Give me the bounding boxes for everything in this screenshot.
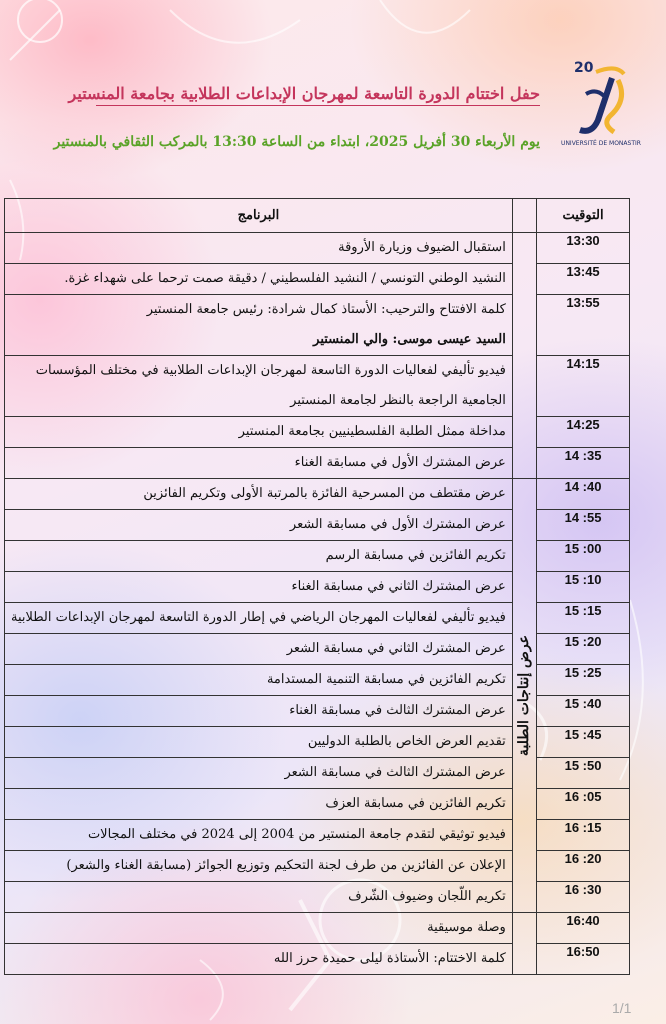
table-row	[5, 696, 630, 727]
program-line: استقبال الضيوف وزيارة الأروقة	[338, 240, 506, 255]
row-program	[5, 479, 513, 510]
row-time: 13:55	[537, 295, 630, 356]
row-program	[5, 417, 513, 448]
header-side	[512, 199, 536, 233]
table-header-row	[5, 199, 630, 233]
header-program: البرنامج	[5, 199, 513, 233]
table-row	[5, 510, 630, 541]
row-program	[5, 233, 513, 264]
table-row	[5, 264, 630, 295]
row-time: 14 :55	[537, 510, 630, 541]
program-line: تكريم اللّجان وضيوف الشّرف	[348, 889, 506, 904]
row-program	[5, 541, 513, 572]
row-program	[5, 634, 513, 665]
university-logo	[561, 60, 641, 150]
row-program	[5, 295, 513, 356]
row-program	[5, 448, 513, 479]
table-row	[5, 913, 630, 944]
table-row	[5, 634, 630, 665]
table-row	[5, 665, 630, 696]
program-line: تقديم العرض الخاص بالطلبة الدوليين	[307, 734, 506, 749]
row-program	[5, 913, 513, 944]
table-row	[5, 479, 630, 510]
header-time: التوقيت	[537, 199, 630, 233]
row-time: 15 :00	[537, 541, 630, 572]
row-time: 15 :40	[537, 696, 630, 727]
row-time: 16 :20	[537, 851, 630, 882]
program-line: فيديو تأليفي لفعاليات الدورة التاسعة لمهرجان الإبداعات الطلابية في مختلف المؤسسات	[35, 363, 506, 378]
program-line: كلمة الافتتاح والترحيب: الأستاذ كمال شرادة: رئيس جامعة المنستير	[146, 302, 506, 317]
row-program	[5, 820, 513, 851]
row-program	[5, 727, 513, 758]
program-line: عرض المشترك الثالث في مسابقة الشعر	[284, 765, 506, 780]
program-line: عرض المشترك الثاني في مسابقة الغناء	[291, 579, 506, 594]
row-program	[5, 944, 513, 975]
program-line: الجامعية الراجعة بالنظر لجامعة المنستير	[290, 393, 506, 408]
logo-emblem-icon	[566, 60, 636, 140]
table-row	[5, 448, 630, 479]
table-row	[5, 758, 630, 789]
table-row	[5, 233, 630, 264]
logo-caption: UNIVERSITÉ DE MONASTIR	[561, 140, 641, 147]
event-details: يوم الأربعاء 30 أفريل 2025، ابتداء من الساعة 13:30 بالمركب الثقافي بالمنستير	[53, 134, 540, 150]
table-row	[5, 727, 630, 758]
program-line: عرض مقتطف من المسرحية الفائزة بالمرتبة الأولى وتكريم الفائزين	[143, 486, 506, 501]
row-time: 15 :15	[537, 603, 630, 634]
table-row	[5, 541, 630, 572]
row-time: 16 :15	[537, 820, 630, 851]
row-program	[5, 356, 513, 417]
row-time: 14:15	[537, 356, 630, 417]
row-program	[5, 665, 513, 696]
row-time: 16:50	[537, 944, 630, 975]
side-label: عرض إنتاجات الطلبة	[516, 634, 533, 757]
page-number: 1/1	[612, 1000, 632, 1016]
row-time: 13:45	[537, 264, 630, 295]
row-time: 15 :20	[537, 634, 630, 665]
program-line: مداخلة ممثل الطلبة الفلسطينيين بجامعة المنستير	[238, 424, 506, 439]
row-program	[5, 758, 513, 789]
row-time: 14:25	[537, 417, 630, 448]
program-line: عرض المشترك الثاني في مسابقة الشعر	[286, 641, 506, 656]
row-program	[5, 603, 513, 634]
table-row	[5, 789, 630, 820]
row-time: 16 :30	[537, 882, 630, 913]
row-program	[5, 882, 513, 913]
page-title: حفل اختتام الدورة التاسعة لمهرجان الإبداعات الطلابية بجامعة المنستير	[96, 84, 540, 106]
row-program	[5, 510, 513, 541]
program-table	[4, 198, 630, 975]
row-time: 15 :50	[537, 758, 630, 789]
table-row	[5, 572, 630, 603]
row-time: 13:30	[537, 233, 630, 264]
side-column-top	[512, 233, 536, 479]
side-column-bottom	[512, 913, 536, 975]
program-line: عرض المشترك الثالث في مسابقة الغناء	[289, 703, 506, 718]
row-program	[5, 264, 513, 295]
row-time: 14 :35	[537, 448, 630, 479]
row-time: 15 :25	[537, 665, 630, 696]
program-line: تكريم الفائزين في مسابقة العزف	[325, 796, 506, 811]
table-row	[5, 851, 630, 882]
program-line: تكريم الفائزين في مسابقة التنمية المستدامة	[266, 672, 506, 687]
program-line: فيديو تأليفي لفعاليات المهرجان الرياضي في إطار الدورة التاسعة لمهرجان الإبداعات الطلابية	[11, 610, 506, 625]
program-line: وصلة موسيقية	[427, 920, 506, 935]
row-program	[5, 851, 513, 882]
table-row	[5, 944, 630, 975]
program-line: السيد عيسى موسى: والي المنستير	[313, 332, 506, 347]
row-time: 14 :40	[537, 479, 630, 510]
program-line: تكريم الفائزين في مسابقة الرسم	[325, 548, 506, 563]
row-program	[5, 696, 513, 727]
table-row	[5, 603, 630, 634]
program-line: النشيد الوطني التونسي / النشيد الفلسطيني / دقيقة صمت ترحما على شهداء غزة.	[64, 271, 506, 286]
program-line: عرض المشترك الأول في مسابقة الشعر	[289, 517, 506, 532]
row-time: 15 :10	[537, 572, 630, 603]
logo-year-badge: 20	[574, 60, 594, 76]
row-program	[5, 572, 513, 603]
table-row	[5, 295, 630, 356]
table-row	[5, 417, 630, 448]
table-row	[5, 882, 630, 913]
table-row	[5, 356, 630, 417]
program-line: كلمة الاختتام: الأستاذة ليلى حميدة حرز الله	[273, 951, 506, 966]
row-program	[5, 789, 513, 820]
table-row	[5, 820, 630, 851]
row-time: 15 :45	[537, 727, 630, 758]
program-line: الإعلان عن الفائزين من طرف لجنة التحكيم وتوزيع الجوائز (مسابقة الغناء والشعر)	[66, 858, 506, 873]
row-time: 16:40	[537, 913, 630, 944]
row-time: 16 :05	[537, 789, 630, 820]
program-line: عرض المشترك الأول في مسابقة الغناء	[294, 455, 506, 470]
program-line: فيديو توثيقي لتقدم جامعة المنستير من 2004 إلى 2024 في مختلف المجالات	[87, 827, 506, 842]
side-label-cell	[512, 479, 536, 913]
